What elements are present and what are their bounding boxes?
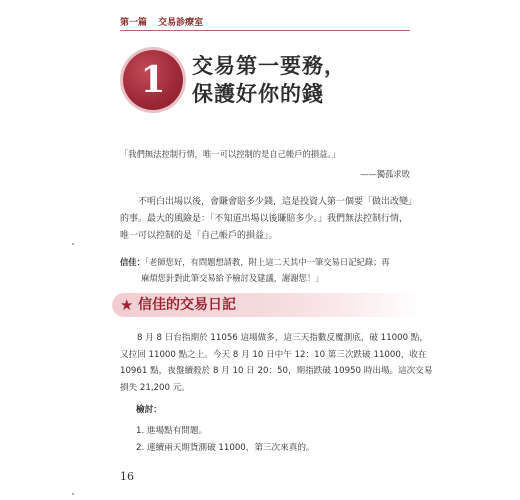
paragraph-line: 的事。最大的風險是：「不知道出場以後賺賠多少。」我們無法控制行情，: [120, 214, 409, 224]
paragraph-line: 不明白出場以後，會賺會賠多少錢，這是投資人第一個要「做出改變」: [138, 197, 418, 207]
chapter-title-line: 交易第一要務，: [192, 53, 346, 78]
reader-letter: [120, 254, 420, 286]
journal-line: 8 月 8 日台指期於 11056 這場做多，這三天指數反覆測底，破 11000 點，: [137, 333, 428, 343]
chapter-title: [192, 52, 346, 108]
section-title: 信佳的交易日記: [138, 297, 236, 313]
list-item: 2. 連續兩天期貨測破 11000，第三次來真的。: [136, 443, 315, 453]
chapter-title-line: 保護好你的錢: [192, 81, 324, 106]
margin-dot: [72, 493, 74, 495]
header-section: 交易診療室: [158, 18, 204, 28]
review-list: [136, 423, 315, 457]
header-part: 第一篇: [120, 18, 148, 28]
review-heading: 檢討：: [136, 405, 162, 415]
journal-line: 又拉回 11000 點之上。今天 8 月 10 日中午 12：10 第三次跌破 11000，收在: [120, 349, 427, 360]
margin-dot: [72, 243, 74, 245]
letter-line: 「老師您好，有問題想請教，附上這二天其中一筆交易日記紀錄；再: [144, 257, 390, 267]
trading-journal-paragraph: [120, 330, 433, 396]
running-header: [120, 15, 203, 28]
journal-line: 10961 點，夜盤續殺於 8 月 10 日 20：50，期指跌破 10950 時出場。這次交易: [120, 366, 433, 376]
page-number: 16: [120, 470, 134, 483]
epigraph-author: ——獨孤求敗: [360, 169, 410, 179]
intro-paragraph: [120, 194, 418, 245]
list-item: 1. 進場點有問題。: [136, 426, 208, 436]
letter-line: 麻煩您針對此筆交易給予檢討及建議，謝謝您！」: [141, 273, 324, 283]
journal-line: 損失 21,200 元。: [120, 382, 190, 393]
header-rule: [120, 30, 410, 31]
letter-sender-label: 信佳：: [120, 257, 145, 267]
chapter-number-badge: 1: [123, 50, 183, 110]
epigraph-quote: 「我們無法控制行情，唯一可以控制的是自己帳戶的損益。」: [120, 149, 340, 159]
star-icon: ★: [120, 296, 134, 314]
paragraph-line: 唯一可以控制的是「自己帳戶的損益」。: [120, 231, 278, 241]
